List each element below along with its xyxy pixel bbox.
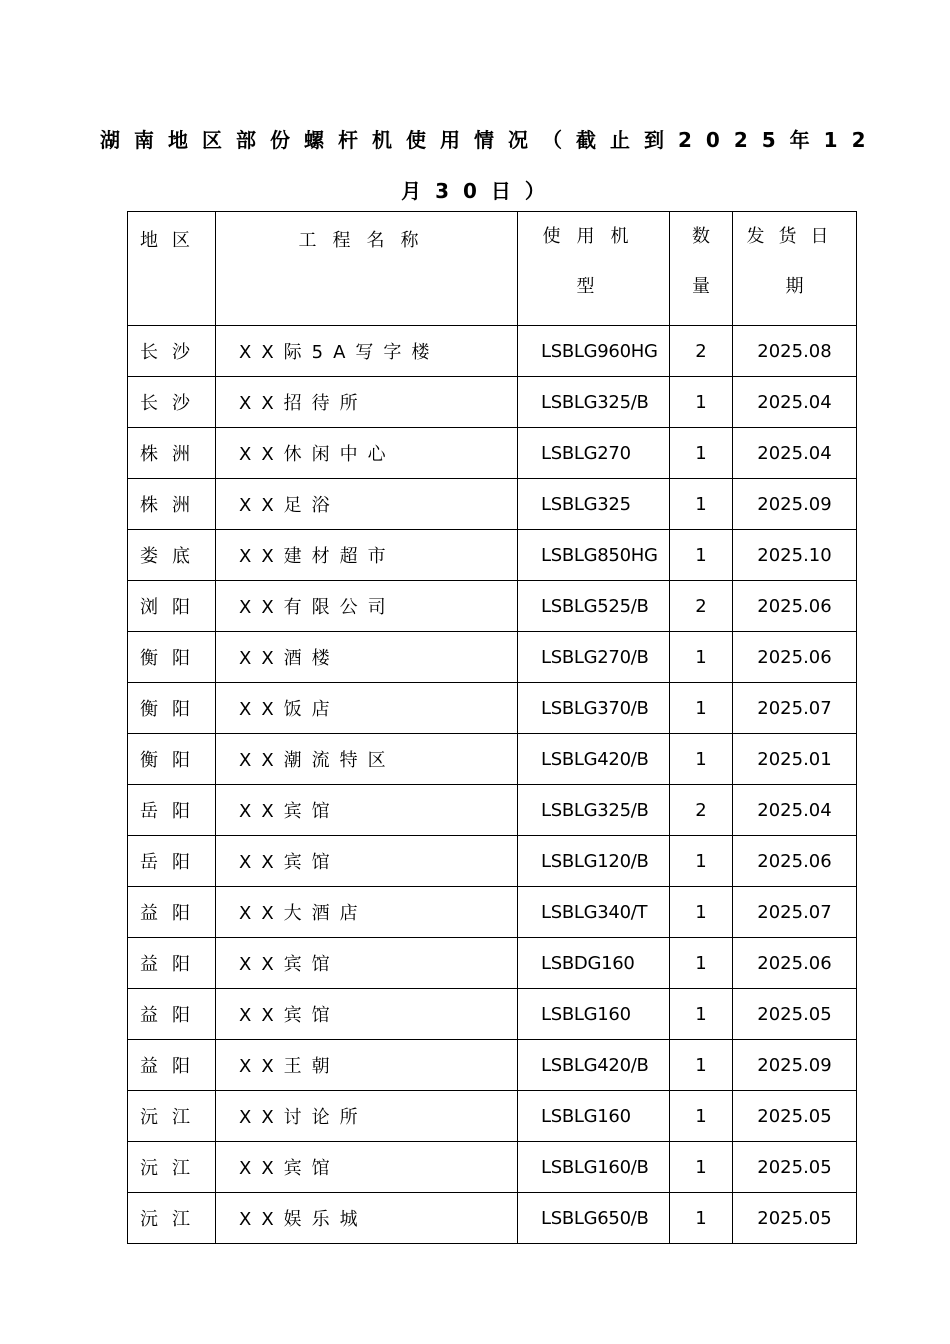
- table-row: [128, 530, 857, 581]
- model-cell: LSBLG850HG: [518, 530, 670, 581]
- project-name-cell: XX潮流特区: [216, 734, 518, 785]
- region-cell: 长沙: [128, 326, 216, 377]
- quantity-cell: 1: [670, 1040, 733, 1091]
- header-quantity-line-2: 量: [692, 276, 710, 297]
- header-ship-date-line-1: 发货日: [746, 226, 843, 247]
- usage-table: [127, 211, 857, 1244]
- region-cell: 衡阳: [128, 632, 216, 683]
- ship-date-cell: 2025.06: [733, 938, 857, 989]
- region-cell: 沅江: [128, 1193, 216, 1244]
- quantity-cell: 1: [670, 1193, 733, 1244]
- project-name-cell: XX际5A写字楼: [216, 326, 518, 377]
- header-ship-date-line-2: 期: [785, 276, 804, 297]
- table-row: [128, 326, 857, 377]
- project-name-cell: XX休闲中心: [216, 428, 518, 479]
- table-row: [128, 938, 857, 989]
- ship-date-cell: 2025.09: [733, 479, 857, 530]
- region-cell: 益阳: [128, 989, 216, 1040]
- ship-date-cell: 2025.04: [733, 428, 857, 479]
- quantity-cell: 1: [670, 479, 733, 530]
- ship-date-cell: 2025.05: [733, 1193, 857, 1244]
- project-name-cell: XX王朝: [216, 1040, 518, 1091]
- table-row: [128, 581, 857, 632]
- region-cell: 株洲: [128, 428, 216, 479]
- project-name-cell: XX饭店: [216, 683, 518, 734]
- ship-date-cell: 2025.07: [733, 887, 857, 938]
- ship-date-cell: 2025.09: [733, 1040, 857, 1091]
- model-cell: LSBLG160: [518, 989, 670, 1040]
- table-row: [128, 479, 857, 530]
- ship-date-cell: 2025.08: [733, 326, 857, 377]
- model-cell: LSBLG160: [518, 1091, 670, 1142]
- ship-date-cell: 2025.07: [733, 683, 857, 734]
- table-row: [128, 1142, 857, 1193]
- ship-date-cell: 2025.10: [733, 530, 857, 581]
- header-quantity-line-1: 数: [692, 226, 710, 247]
- project-name-cell: XX建材超市: [216, 530, 518, 581]
- ship-date-cell: 2025.05: [733, 1091, 857, 1142]
- region-cell: 长沙: [128, 377, 216, 428]
- table-row: [128, 887, 857, 938]
- region-cell: 娄底: [128, 530, 216, 581]
- quantity-cell: 2: [670, 581, 733, 632]
- model-cell: LSBLG120/B: [518, 836, 670, 887]
- table-row: [128, 632, 857, 683]
- project-name-cell: XX宾馆: [216, 836, 518, 887]
- ship-date-cell: 2025.06: [733, 836, 857, 887]
- region-cell: 沅江: [128, 1091, 216, 1142]
- table-row: [128, 1091, 857, 1142]
- quantity-cell: 1: [670, 683, 733, 734]
- table-row: [128, 428, 857, 479]
- table-header-row: [128, 212, 857, 326]
- header-model-line-2: 型: [576, 276, 611, 297]
- model-cell: LSBLG370/B: [518, 683, 670, 734]
- project-name-cell: XX宾馆: [216, 785, 518, 836]
- document-title-line-2: 月30日）: [401, 179, 559, 203]
- region-cell: 益阳: [128, 938, 216, 989]
- quantity-cell: 2: [670, 326, 733, 377]
- region-cell: 株洲: [128, 479, 216, 530]
- ship-date-cell: 2025.06: [733, 581, 857, 632]
- project-name-cell: XX酒楼: [216, 632, 518, 683]
- model-cell: LSBLG525/B: [518, 581, 670, 632]
- project-name-cell: XX宾馆: [216, 938, 518, 989]
- quantity-cell: 1: [670, 530, 733, 581]
- model-cell: LSBLG270/B: [518, 632, 670, 683]
- ship-date-cell: 2025.06: [733, 632, 857, 683]
- quantity-cell: 2: [670, 785, 733, 836]
- model-cell: LSBLG325: [518, 479, 670, 530]
- ship-date-cell: 2025.04: [733, 377, 857, 428]
- project-name-cell: XX讨论所: [216, 1091, 518, 1142]
- region-cell: 衡阳: [128, 683, 216, 734]
- model-cell: LSBDG160: [518, 938, 670, 989]
- model-cell: LSBLG160/B: [518, 1142, 670, 1193]
- model-cell: LSBLG325/B: [518, 377, 670, 428]
- quantity-cell: 1: [670, 377, 733, 428]
- project-name-cell: XX娱乐城: [216, 1193, 518, 1244]
- project-name-cell: XX大酒店: [216, 887, 518, 938]
- model-cell: LSBLG420/B: [518, 1040, 670, 1091]
- ship-date-cell: 2025.01: [733, 734, 857, 785]
- model-cell: LSBLG270: [518, 428, 670, 479]
- header-region: 地区: [128, 212, 216, 326]
- project-name-cell: XX宾馆: [216, 1142, 518, 1193]
- quantity-cell: 1: [670, 632, 733, 683]
- project-name-cell: XX有限公司: [216, 581, 518, 632]
- region-cell: 益阳: [128, 1040, 216, 1091]
- quantity-cell: 1: [670, 1091, 733, 1142]
- region-cell: 沅江: [128, 1142, 216, 1193]
- header-quantity: [670, 212, 733, 326]
- table-row: [128, 836, 857, 887]
- table-row: [128, 734, 857, 785]
- region-cell: 益阳: [128, 887, 216, 938]
- model-cell: LSBLG420/B: [518, 734, 670, 785]
- region-cell: 岳阳: [128, 785, 216, 836]
- table-row: [128, 377, 857, 428]
- quantity-cell: 1: [670, 1142, 733, 1193]
- ship-date-cell: 2025.04: [733, 785, 857, 836]
- model-cell: LSBLG325/B: [518, 785, 670, 836]
- table-row: [128, 1193, 857, 1244]
- quantity-cell: 1: [670, 938, 733, 989]
- document-title-line-1: 湖南地区部份螺杆机使用情况（截止到2025年12: [100, 128, 880, 152]
- quantity-cell: 1: [670, 887, 733, 938]
- ship-date-cell: 2025.05: [733, 1142, 857, 1193]
- header-project-name: 工程名称: [216, 212, 518, 326]
- table-row: [128, 785, 857, 836]
- project-name-cell: XX招待所: [216, 377, 518, 428]
- quantity-cell: 1: [670, 428, 733, 479]
- model-cell: LSBLG340/T: [518, 887, 670, 938]
- region-cell: 浏阳: [128, 581, 216, 632]
- ship-date-cell: 2025.05: [733, 989, 857, 1040]
- table-row: [128, 989, 857, 1040]
- header-model: [518, 212, 670, 326]
- region-cell: 衡阳: [128, 734, 216, 785]
- header-ship-date: [733, 212, 857, 326]
- header-model-line-1: 使用机: [542, 226, 645, 247]
- model-cell: LSBLG960HG: [518, 326, 670, 377]
- quantity-cell: 1: [670, 734, 733, 785]
- quantity-cell: 1: [670, 989, 733, 1040]
- model-cell: LSBLG650/B: [518, 1193, 670, 1244]
- table-row: [128, 683, 857, 734]
- quantity-cell: 1: [670, 836, 733, 887]
- region-cell: 岳阳: [128, 836, 216, 887]
- project-name-cell: XX足浴: [216, 479, 518, 530]
- table-row: [128, 1040, 857, 1091]
- project-name-cell: XX宾馆: [216, 989, 518, 1040]
